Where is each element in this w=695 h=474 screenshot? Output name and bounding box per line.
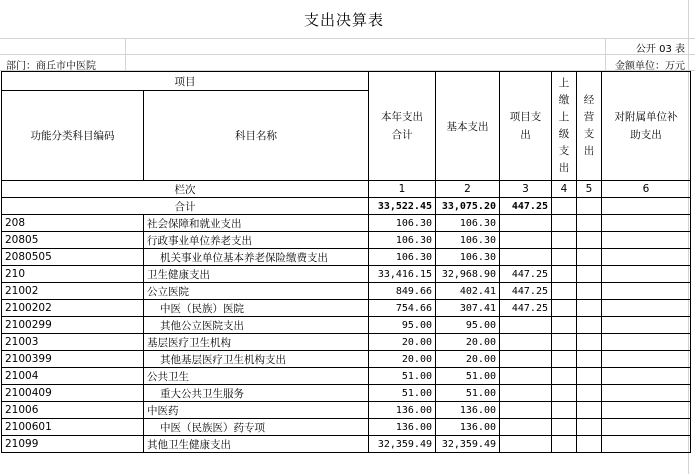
unit-label: 金额单位：万元 (615, 61, 685, 72)
basic-cell: 32,968.90 (436, 266, 500, 283)
table-row (2, 317, 691, 334)
total-cell: 32,359.49 (369, 436, 436, 453)
subject-name-cell: 其他公立医院支出 (144, 317, 369, 334)
table-row (2, 300, 691, 317)
subject-name-cell: 中医药 (144, 402, 369, 419)
table-row (2, 385, 691, 402)
total-cell: 51.00 (369, 368, 436, 385)
subject-name-cell: 基层医疗卫生机构 (144, 334, 369, 351)
project-cell: 447.25 (500, 266, 552, 283)
table-row (2, 351, 691, 368)
empty-cell (602, 198, 691, 215)
report-title: 支出决算表 (303, 10, 384, 29)
func-code-cell: 2100399 (2, 351, 144, 368)
subject-name-cell: 其他基层医疗卫生机构支出 (144, 351, 369, 368)
project-cell (500, 436, 552, 453)
subject-name-cell: 其他卫生健康支出 (144, 436, 369, 453)
header-subsidiary: 对附属单位补助支出 (602, 72, 691, 181)
upper-cell (552, 436, 577, 453)
project-cell (500, 419, 552, 436)
project-cell: 447.25 (500, 283, 552, 300)
subject-name-cell: 机关事业单位基本养老保险缴费支出 (144, 249, 369, 266)
basic-cell: 307.41 (436, 300, 500, 317)
basic-cell: 136.00 (436, 402, 500, 419)
upper-cell (552, 351, 577, 368)
col-number-row (2, 181, 691, 198)
total-cell: 849.66 (369, 283, 436, 300)
sum-total: 33,522.45 (369, 198, 436, 215)
subject-name-cell: 重大公共卫生服务 (144, 385, 369, 402)
project-cell (500, 368, 552, 385)
func-code-cell: 21003 (2, 334, 144, 351)
project-cell (500, 334, 552, 351)
business-cell (577, 300, 602, 317)
subsidiary-cell (602, 368, 691, 385)
business-cell (577, 402, 602, 419)
table-row (2, 419, 691, 436)
func-code-cell: 20805 (2, 232, 144, 249)
upper-cell (552, 317, 577, 334)
table-row (2, 249, 691, 266)
grid-line (0, 38, 695, 39)
header-total: 本年支出合计 (369, 72, 436, 181)
subsidiary-cell (602, 283, 691, 300)
empty-cell (552, 198, 577, 215)
subsidiary-cell (602, 300, 691, 317)
upper-cell (552, 300, 577, 317)
header-upper: 上缴上级支出 (552, 72, 577, 181)
func-code-cell: 21099 (2, 436, 144, 453)
total-cell: 95.00 (369, 317, 436, 334)
business-cell (577, 334, 602, 351)
func-code-cell: 2100409 (2, 385, 144, 402)
business-cell (577, 266, 602, 283)
business-cell (577, 317, 602, 334)
col-number: 6 (602, 181, 691, 198)
subject-name-cell: 公立医院 (144, 283, 369, 300)
total-cell: 136.00 (369, 402, 436, 419)
header-basic: 基本支出 (436, 72, 500, 181)
func-code-cell: 21006 (2, 402, 144, 419)
subsidiary-cell (602, 215, 691, 232)
total-cell: 106.30 (369, 215, 436, 232)
header-row-1 (2, 72, 691, 91)
grid-line (0, 54, 695, 55)
subsidiary-cell (602, 317, 691, 334)
subject-name-cell: 社会保障和就业支出 (144, 215, 369, 232)
table-row (2, 215, 691, 232)
upper-cell (552, 385, 577, 402)
department-label: 部门：商丘市中医院 (6, 61, 96, 72)
header-func-code: 功能分类科目编码 (2, 91, 144, 181)
upper-cell (552, 402, 577, 419)
func-code-cell: 2100299 (2, 317, 144, 334)
subject-name-cell: 公共卫生 (144, 368, 369, 385)
subject-name-cell: 卫生健康支出 (144, 266, 369, 283)
upper-cell (552, 419, 577, 436)
upper-cell (552, 232, 577, 249)
business-cell (577, 215, 602, 232)
total-cell: 20.00 (369, 351, 436, 368)
business-cell (577, 368, 602, 385)
func-code-cell: 21004 (2, 368, 144, 385)
total-cell: 33,416.15 (369, 266, 436, 283)
col-number: 5 (577, 181, 602, 198)
business-cell (577, 385, 602, 402)
empty-cell (577, 198, 602, 215)
subsidiary-cell (602, 402, 691, 419)
basic-cell: 136.00 (436, 419, 500, 436)
basic-cell: 51.00 (436, 368, 500, 385)
basic-cell: 106.30 (436, 249, 500, 266)
func-code-cell: 21002 (2, 283, 144, 300)
sum-label: 合计 (2, 198, 369, 215)
business-cell (577, 351, 602, 368)
project-cell (500, 351, 552, 368)
header-subject-name: 科目名称 (144, 91, 369, 181)
table-row (2, 368, 691, 385)
upper-cell (552, 215, 577, 232)
business-cell (577, 419, 602, 436)
basic-cell: 51.00 (436, 385, 500, 402)
expenditure-table (1, 71, 691, 453)
func-code-cell: 208 (2, 215, 144, 232)
col-number: 2 (436, 181, 500, 198)
upper-cell (552, 368, 577, 385)
project-cell (500, 317, 552, 334)
upper-cell (552, 283, 577, 300)
func-code-cell: 210 (2, 266, 144, 283)
total-cell: 51.00 (369, 385, 436, 402)
header-business: 经营支出 (577, 72, 602, 181)
project-cell: 447.25 (500, 300, 552, 317)
subject-name-cell: 中医（民族）医院 (144, 300, 369, 317)
table-row (2, 402, 691, 419)
subsidiary-cell (602, 334, 691, 351)
subject-name-cell: 行政事业单位养老支出 (144, 232, 369, 249)
func-code-cell: 2100202 (2, 300, 144, 317)
subsidiary-cell (602, 266, 691, 283)
subsidiary-cell (602, 419, 691, 436)
table-row (2, 436, 691, 453)
basic-cell: 106.30 (436, 232, 500, 249)
table-row (2, 266, 691, 283)
subsidiary-cell (602, 232, 691, 249)
project-cell (500, 385, 552, 402)
grid-line (605, 38, 606, 71)
business-cell (577, 436, 602, 453)
header-project-exp: 项目支出 (500, 72, 552, 181)
func-code-cell: 2100601 (2, 419, 144, 436)
basic-cell: 95.00 (436, 317, 500, 334)
col-number: 4 (552, 181, 577, 198)
col-number-label: 栏次 (2, 181, 369, 198)
project-cell (500, 232, 552, 249)
total-cell: 106.30 (369, 232, 436, 249)
subsidiary-cell (602, 351, 691, 368)
business-cell (577, 283, 602, 300)
total-cell: 136.00 (369, 419, 436, 436)
func-code-cell: 2080505 (2, 249, 144, 266)
project-cell (500, 249, 552, 266)
upper-cell (552, 266, 577, 283)
total-cell: 106.30 (369, 249, 436, 266)
basic-cell: 20.00 (436, 334, 500, 351)
business-cell (577, 232, 602, 249)
subsidiary-cell (602, 249, 691, 266)
basic-cell: 106.30 (436, 215, 500, 232)
upper-cell (552, 334, 577, 351)
project-cell (500, 215, 552, 232)
total-cell: 754.66 (369, 300, 436, 317)
header-project: 项目 (2, 72, 369, 91)
table-row (2, 232, 691, 249)
sum-project: 447.25 (500, 198, 552, 215)
col-number: 3 (500, 181, 552, 198)
table-code: 公开 03 表 (635, 44, 685, 55)
subsidiary-cell (602, 436, 691, 453)
basic-cell: 20.00 (436, 351, 500, 368)
sum-row (2, 198, 691, 215)
basic-cell: 402.41 (436, 283, 500, 300)
total-cell: 20.00 (369, 334, 436, 351)
subsidiary-cell (602, 385, 691, 402)
table-row (2, 334, 691, 351)
col-number: 1 (369, 181, 436, 198)
grid-line (125, 38, 126, 71)
business-cell (577, 249, 602, 266)
table-row (2, 283, 691, 300)
upper-cell (552, 249, 577, 266)
subject-name-cell: 中医（民族医）药专项 (144, 419, 369, 436)
basic-cell: 32,359.49 (436, 436, 500, 453)
sum-basic: 33,075.20 (436, 198, 500, 215)
project-cell (500, 402, 552, 419)
